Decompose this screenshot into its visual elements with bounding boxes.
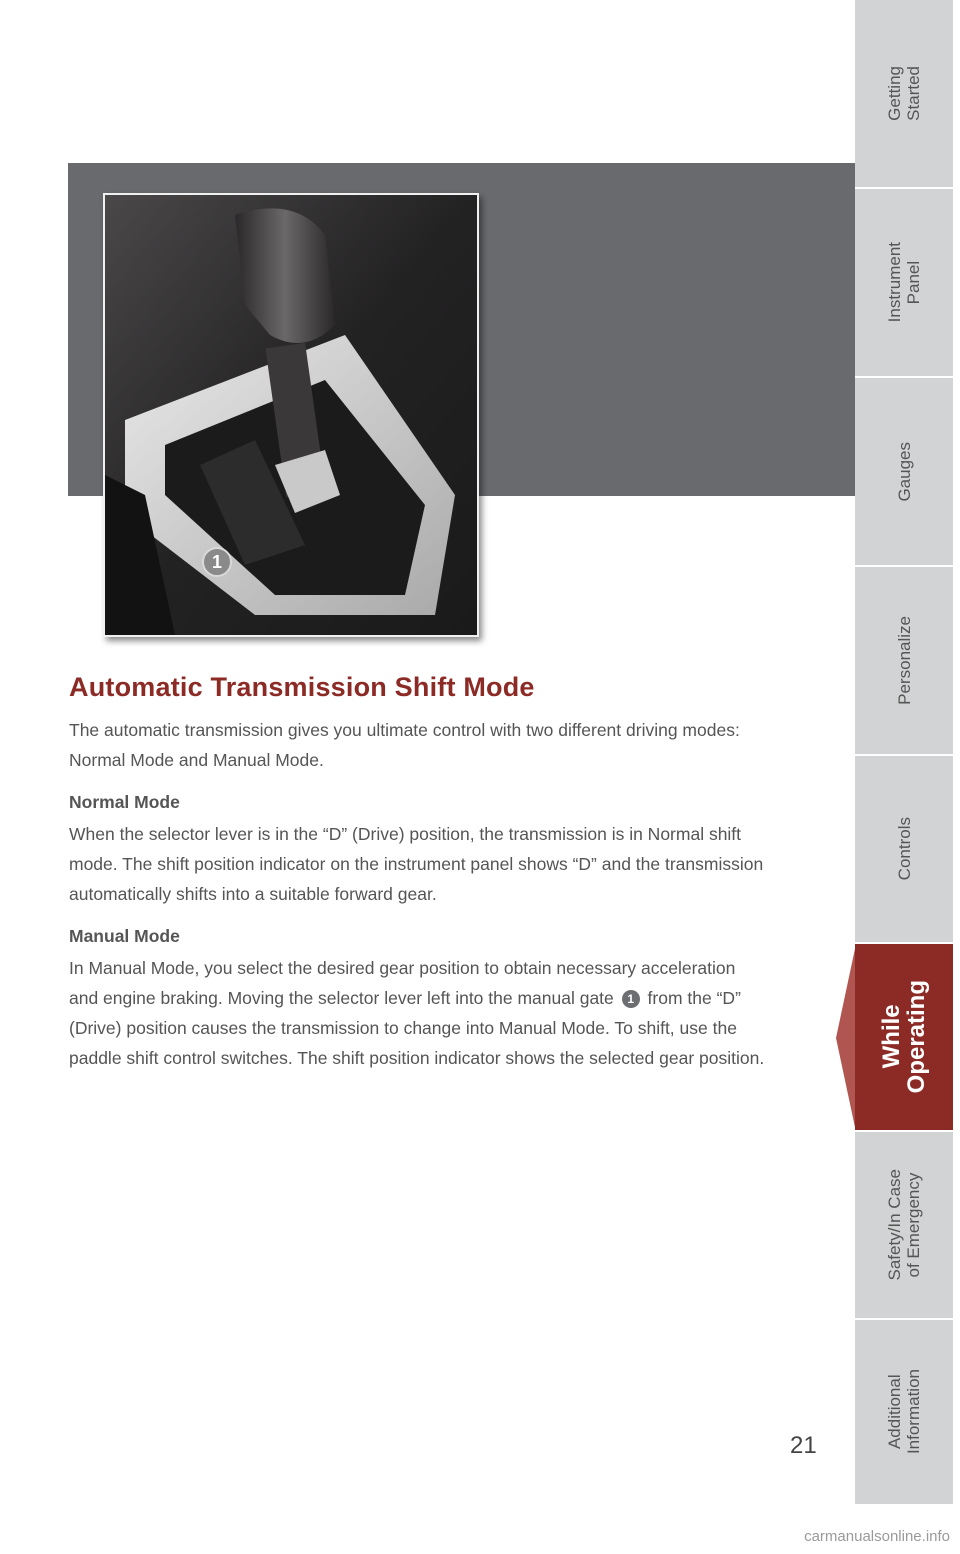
shift-lever-illustration <box>105 195 477 635</box>
tab-label: While Operating <box>878 980 930 1094</box>
manual-mode-heading: Manual Mode <box>69 926 180 946</box>
callout-reference: 1 <box>622 990 640 1008</box>
tab-label: Getting Started <box>885 66 923 121</box>
tab-controls[interactable] <box>855 756 953 944</box>
intro-paragraph: The automatic transmission gives you ultimate control with two different driving modes: Normal Mode and Manual Mode. <box>69 720 740 770</box>
tab-label: Safety/In Case of Emergency <box>885 1169 923 1281</box>
tab-personalize[interactable] <box>855 567 953 756</box>
tab-label: Additional Information <box>885 1369 923 1455</box>
tab-while-operating[interactable] <box>855 944 953 1132</box>
tab-safety-emergency[interactable] <box>855 1132 953 1320</box>
page-number: 21 <box>790 1432 817 1459</box>
callout-marker: 1 <box>202 547 232 577</box>
page-title: Automatic Transmission Shift Mode <box>69 672 535 702</box>
active-tab-pointer <box>836 944 856 1132</box>
normal-mode-heading: Normal Mode <box>69 792 180 812</box>
manual-text-before: In Manual Mode, you select the desired gear position to obtain necessary acceleration and engine braking. Moving the selector lever left into the manual gate <box>69 958 736 1008</box>
manual-mode-paragraph <box>69 953 769 1073</box>
tab-additional-information[interactable] <box>855 1320 953 1506</box>
article <box>69 672 769 1087</box>
watermark: carmanualsonline.info <box>804 1528 950 1545</box>
manual-text-after: from the “D” (Drive) position causes the transmission to change into Manual Mode. To shift, use the paddle shift control switches. The shift position indicator shows the selected gear position. <box>69 988 765 1068</box>
tab-label: Personalize <box>894 616 914 705</box>
tab-instrument-panel[interactable] <box>855 189 953 378</box>
normal-mode-paragraph: When the selector lever is in the “D” (Drive) position, the transmission is in Normal shift mode. The shift position indicator on the instrument panel shows “D” and the transmission automatically shifts into a suitable forward gear. <box>69 824 764 904</box>
shift-lever-photo <box>103 193 479 637</box>
tab-label: Instrument Panel <box>885 242 923 323</box>
tab-label: Gauges <box>894 441 914 502</box>
tab-gauges[interactable] <box>855 378 953 567</box>
tab-getting-started[interactable] <box>855 0 953 189</box>
tab-label: Controls <box>894 817 914 881</box>
section-tabs <box>855 0 953 1506</box>
